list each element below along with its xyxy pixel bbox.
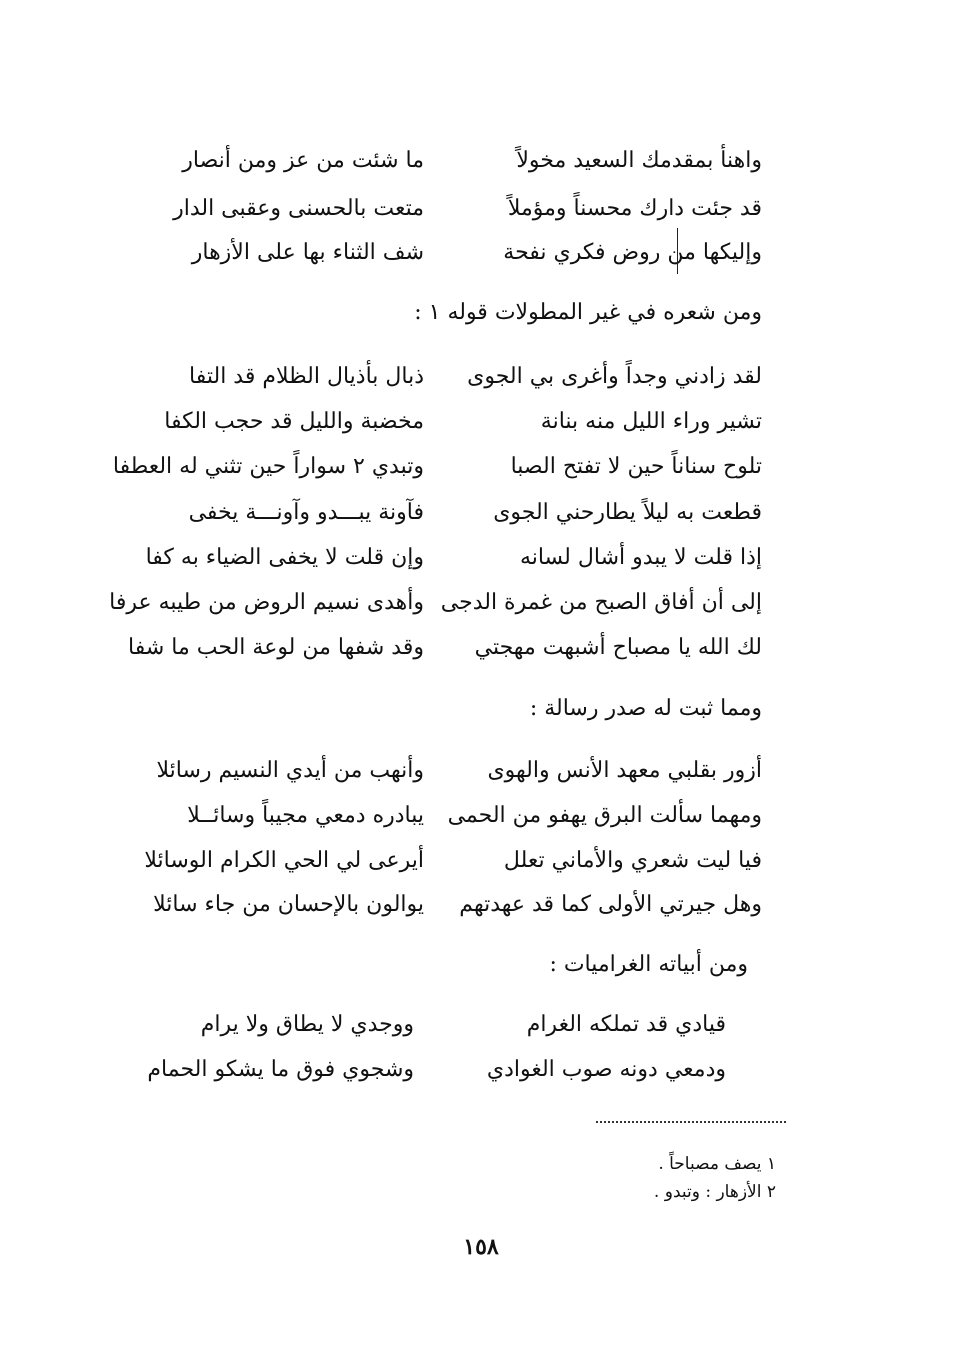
verse-9-first-hemistich: إلى أن أفاق الصبح من غمرة الدجى xyxy=(440,590,762,615)
verse-8-first-hemistich: إذا قلت لا يبدو أشال لسانه xyxy=(519,545,762,570)
verse-13-second-hemistich: أيرعى لي الحي الكرام الوسائلا xyxy=(144,848,424,873)
verse-7-second-hemistich: فآونة يبـــدو وآونـــة يخفى xyxy=(188,500,424,525)
footnote-2: ٢ الأزهار : وتبدو . xyxy=(653,1182,776,1202)
verse-6-second-hemistich: وتبدي ٢ سواراً حين تثني له العطفا xyxy=(112,454,424,479)
verse-12-second-hemistich: يبادره دمعي مجيباً وسائــلا xyxy=(187,803,424,828)
footnote-1: ١ يصف مصباحاً . xyxy=(658,1154,776,1174)
verse-3-first-hemistich: وإليكها من روض فكري نفحة xyxy=(503,240,762,265)
verse-6-first-hemistich: تلوح سناناً حين لا تفتح الصبا xyxy=(510,454,762,479)
verse-16-second-hemistich: وشجوي فوق ما يشكو الحمام xyxy=(147,1057,414,1082)
footnote-separator xyxy=(596,1121,786,1123)
page-number: ١٥٨ xyxy=(463,1234,499,1260)
verse-12-first-hemistich: ومهما سألت البرق يهفو من الحمى xyxy=(447,803,762,828)
verse-11-first-hemistich: أزور بقلبي معهد الأنس والهوى xyxy=(487,758,762,783)
verse-2-first-hemistich: قد جئت دارك محسناً ومؤملاً xyxy=(507,196,762,221)
verse-5-second-hemistich: مخضبة والليل قد حجب الكفا xyxy=(164,409,424,434)
verse-3-second-hemistich: شف الثناء بها على الأزهار xyxy=(191,240,424,265)
verse-2-second-hemistich: متعت بالحسنى وعقبى الدار xyxy=(173,196,424,221)
verse-4-second-hemistich: ذبال بأذيال الظلام قد التفا xyxy=(189,364,424,389)
verse-16-first-hemistich: ودمعي دونه صوب الغوادي xyxy=(486,1057,726,1082)
verse-14-first-hemistich: وهل جيرتي الأولى كما قد عهدتهم xyxy=(459,892,762,917)
verse-8-second-hemistich: وإن قلت لا يخفى الضياء به كفا xyxy=(145,545,424,570)
verse-11-second-hemistich: وأنهب من أيدي النسيم رسائلا xyxy=(156,758,424,783)
verse-5-first-hemistich: تشير وراء الليل منه بنانة xyxy=(540,409,762,434)
verse-15-first-hemistich: قيادي قد تملكه الغرام xyxy=(526,1012,726,1037)
verse-1-second-hemistich: ما شئت من عز ومن أنصار xyxy=(182,148,424,173)
verse-4-first-hemistich: لقد زادني وجداً وأغرى بي الجوى xyxy=(467,364,762,389)
section-intro-short-poems: ومن شعره في غير المطولات قوله ١ : xyxy=(414,300,762,325)
section-intro-love-poems: ومن أبياته الغراميات : xyxy=(549,952,748,977)
section-intro-letter: ومما ثبت له صدر رسالة : xyxy=(529,696,762,721)
verse-15-second-hemistich: ووجدي لا يطاق ولا يرام xyxy=(200,1012,414,1037)
verse-13-first-hemistich: فيا ليت شعري والأماني تعلل xyxy=(503,848,762,873)
verse-10-first-hemistich: لك الله يا مصباح أشبهت مهجتي xyxy=(474,635,762,660)
hemistich-divider-mark xyxy=(677,228,678,274)
verse-7-first-hemistich: قطعت به ليلاً يطارحني الجوى xyxy=(493,500,762,525)
verse-14-second-hemistich: يوالون بالإحسان من جاء سائلا xyxy=(153,892,424,917)
verse-10-second-hemistich: وقد شفها من لوعة الحب ما شفا xyxy=(128,635,424,660)
verse-1-first-hemistich: واهنأ بمقدمك السعيد مخولاً xyxy=(516,148,762,173)
verse-9-second-hemistich: وأهدى نسيم الروض من طيبه عرفا xyxy=(109,590,424,615)
